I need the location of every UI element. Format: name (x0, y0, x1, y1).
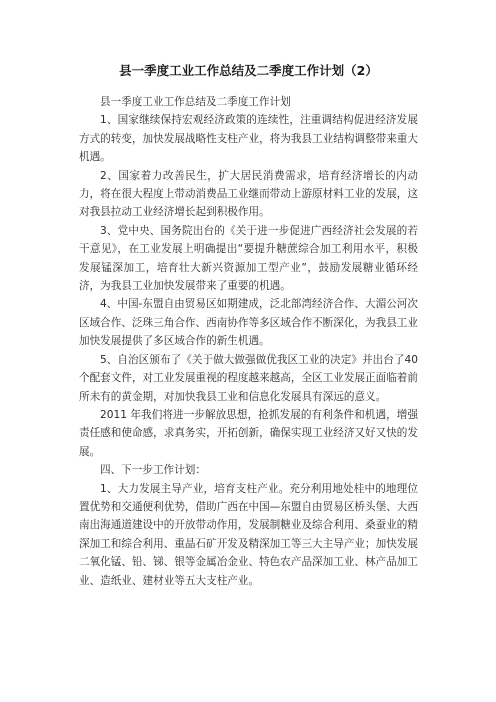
paragraph-1: 1、国家继续保持宏观经济政策的连续性，注重调结构促进经济发展方式的转变，加快发展战略性支柱产业，将为我县工业结构调整带来重大机遇。 (79, 114, 418, 164)
plan-item-1: 1、大力发展主导产业，培育支柱产业。充分利用地处桂中的地理位置优势和交通便利优势，借助广西在中国—东盟自由贸易区桥头堡、大西南出海通道建设中的开放带动作用，发展制糖业及综合利用、桑蚕业的精深加工和综合利用、重晶石矿开发及精深加工等三大主导产业；加快发展二氧化锰、铅、锑、银等金属冶金业、特色农产品深加工业、林产品加工业、造纸业、建材业等五大支柱产业。 (79, 482, 418, 587)
paragraph-2011: 2011 年我们将进一步解放思想，抢抓发展的有利条件和机遇，增强责任感和使命感，求真务实，开拓创新，确保实现工业经济又好又快的发展。 (79, 408, 418, 458)
document-title: 县一季度工业工作总结及二季度工作计划（2） (119, 63, 378, 78)
paragraph-3: 3、党中央、国务院出台的《关于进一步促进广西经济社会发展的若干意见》，在工业发展上明确提出“要提升糖蔗综合加工利用水平，积极发展锰深加工，培育壮大新兴资源加工型产业”，鼓励发展糖业循环经济，为我县工业加快发展带来了重要的机遇。 (79, 224, 418, 293)
paragraph-4: 4、中国-东盟自由贸易区如期建成，泛北部湾经济合作、大湄公河次区域合作、泛珠三角合作、西南协作等多区域合作不断深化，为我县工业加快发展提供了多区域合作的新生机遇。 (79, 298, 418, 348)
paragraph-2: 2、国家着力改善民生，扩大居民消费需求，培育经济增长的内动力，将在很大程度上带动消费品工业继而带动上游原材料工业的发展，这对我县拉动工业经济增长起到积极作用。 (79, 169, 418, 219)
paragraph-subtitle: 县一季度工业工作总结及二季度工作计划 (100, 96, 291, 108)
paragraph-5: 5、自治区颁布了《关于做大做强做优我区工业的决定》并出台了40 个配套文件，对工业发展重视的程度越来越高，全区工业发展正面临着前所未有的黄金期，对加快我县工业和信息化发展具有深远的意义。 (79, 353, 418, 403)
section-heading-next-plan: 四、下一步工作计划： (100, 464, 206, 477)
